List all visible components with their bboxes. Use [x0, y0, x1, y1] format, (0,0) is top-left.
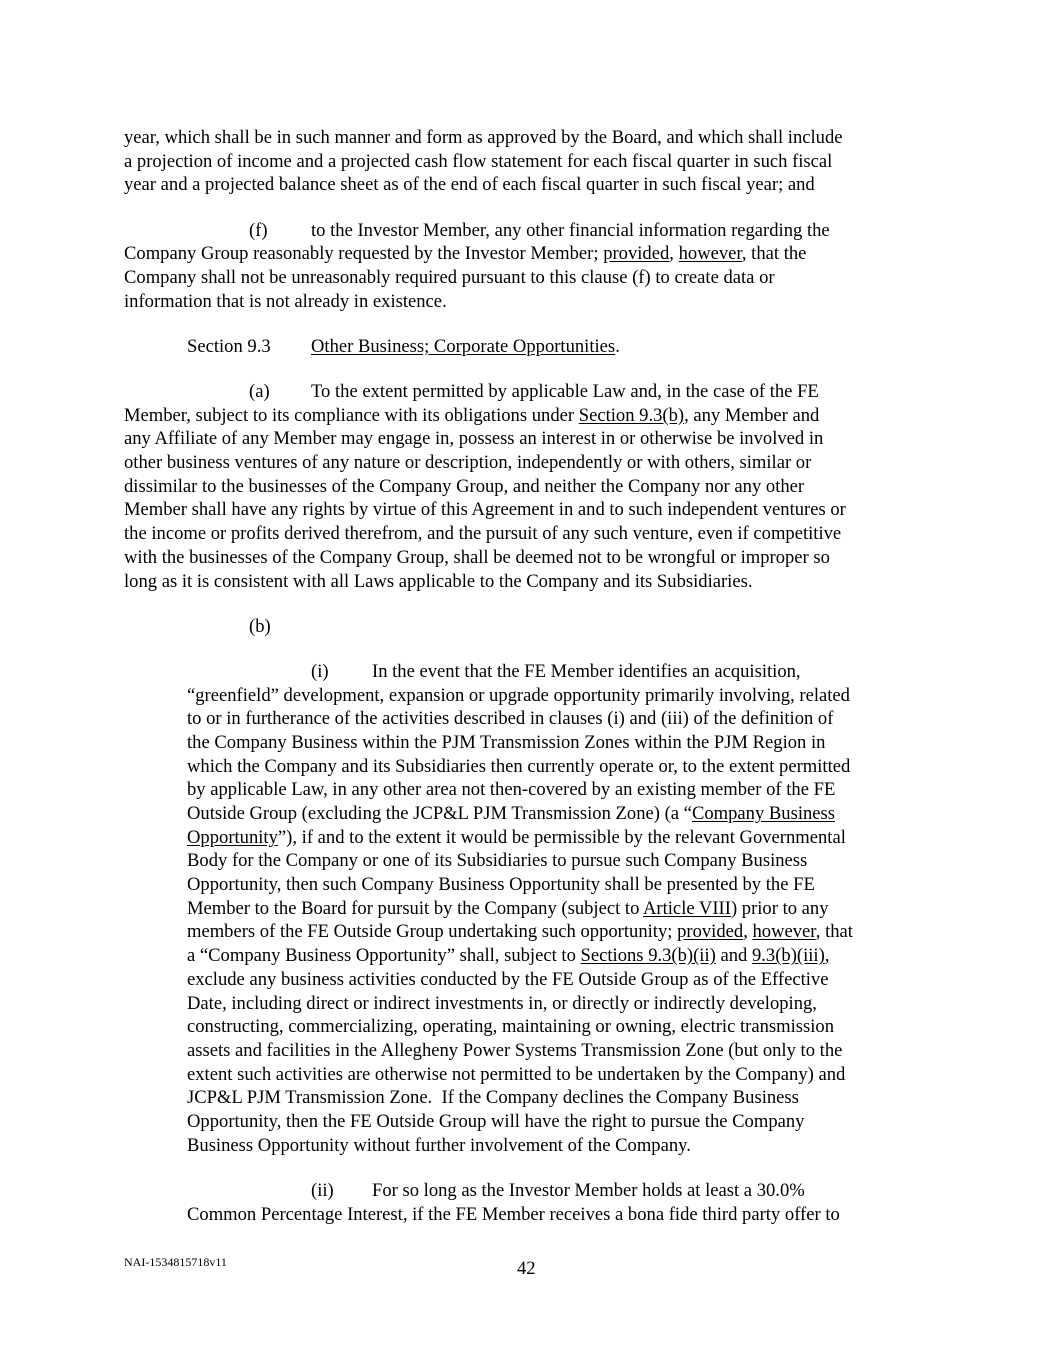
text-run: ,: [669, 243, 679, 265]
text-line: [124, 451, 944, 475]
clause-label: (ii): [311, 1179, 334, 1201]
text-run: Company shall not be unreasonably required pursuant to this clause (f) to create data or: [124, 266, 775, 288]
text-run: Member, subject to its compliance with its obligations under: [124, 404, 579, 426]
underlined-reference: provided: [603, 243, 670, 265]
text-run: and: [715, 945, 752, 967]
paragraph: [124, 615, 944, 639]
underlined-reference: however: [678, 243, 742, 265]
text-run: a “Company Business Opportunity” shall, subject to: [187, 945, 581, 967]
text-run: Body for the Company or one of its Subsidiaries to pursue such Company Business: [187, 850, 808, 872]
text-line: [124, 615, 944, 639]
clause-label: (b): [249, 615, 271, 637]
text-line: [124, 546, 944, 570]
text-line: [124, 335, 944, 359]
text-run: Date, including direct or indirect investments in, or directly or indirectly developing,: [187, 992, 817, 1014]
text-line: [187, 897, 944, 921]
paragraph: [187, 660, 944, 1157]
text-run: .: [615, 335, 620, 357]
text-run: , that: [815, 921, 853, 943]
text-run: year, which shall be in such manner and form as approved by the Board, and which shall include: [124, 127, 843, 148]
text-line: [124, 404, 944, 428]
text-line: [187, 920, 944, 944]
text-run: Common Percentage Interest, if the FE Member receives a bona fide third party offer to: [187, 1203, 840, 1225]
text-run: ,: [743, 921, 753, 943]
clause-label: (a): [249, 381, 270, 402]
clause-label: (f): [249, 219, 268, 241]
text-line: [124, 498, 944, 522]
text-line: [187, 684, 944, 708]
document-body: [124, 126, 944, 1248]
text-run: , any Member and: [684, 404, 820, 426]
underlined-reference: however: [752, 921, 816, 943]
text-run: ,: [824, 945, 830, 967]
underlined-reference: 9.3(b)(iii): [751, 945, 825, 967]
text-line: [187, 731, 944, 755]
underlined-reference: Article VIII: [642, 897, 731, 919]
clause-label: Section 9.3: [187, 335, 271, 357]
text-line: [124, 475, 944, 499]
text-line: [124, 522, 944, 546]
text-run: Business Opportunity without further involvement of the Company.: [187, 1134, 691, 1156]
paragraph: [124, 335, 944, 359]
text-run: other business ventures of any nature or description, independently or with others, similar or: [124, 452, 812, 474]
text-line: [187, 944, 944, 968]
text-line: [187, 1179, 944, 1203]
text-run: Opportunity, then the FE Outside Group will have the right to pursue the Company: [187, 1110, 805, 1132]
underlined-reference: provided: [677, 921, 744, 943]
text-line: [187, 755, 944, 779]
page-number: 42: [517, 1258, 536, 1279]
underlined-reference: Opportunity: [187, 826, 278, 848]
text-line: [187, 778, 944, 802]
text-run: the Company Business within the PJM Transmission Zones within the PJM Region in: [187, 731, 826, 753]
text-run: , that the: [741, 243, 807, 265]
text-line: [187, 968, 944, 992]
text-run: Member to the Board for pursuit by the Company (subject to: [187, 897, 643, 919]
document-id: NAI-1534815718v11: [124, 1255, 227, 1269]
text-run: the income or profits derived therefrom, and the pursuit of any such venture, even if competitive: [124, 523, 842, 545]
text-line: [187, 1110, 944, 1134]
text-line: [187, 1134, 944, 1158]
clause-label: (i): [311, 660, 329, 682]
paragraph: [124, 380, 944, 593]
text-line: [187, 873, 944, 897]
text-line: [124, 173, 944, 197]
text-line: [124, 219, 944, 243]
text-line: [187, 1039, 944, 1063]
text-run: constructing, commercializing, operating, maintaining or owning, electric transmission: [187, 1016, 834, 1038]
underlined-reference: Company Business: [691, 803, 836, 824]
text-line: [124, 427, 944, 451]
text-line: [124, 126, 944, 150]
text-run: exclude any business activities conducted by the FE Outside Group as of the Effective: [187, 968, 829, 990]
text-line: [187, 802, 944, 826]
text-run: information that is not already in existence.: [124, 290, 447, 312]
underlined-reference: Sections 9.3(b)(ii): [580, 945, 716, 967]
text-run: with the businesses of the Company Group, shall be deemed not to be wrongful or improper so: [124, 546, 830, 568]
text-run: Opportunity, then such Company Business Opportunity shall be presented by the FE: [187, 874, 815, 896]
text-run: Outside Group (excluding the JCP&L PJM Transmission Zone) (a “: [187, 803, 692, 824]
text-run: extent such activities are otherwise not permitted to be undertaken by the Company) and: [187, 1063, 846, 1085]
text-run: by applicable Law, in any other area not then-covered by an existing member of the FE: [187, 779, 836, 801]
text-line: [124, 290, 944, 314]
text-line: [187, 707, 944, 731]
text-run: JCP&L PJM Transmission Zone. If the Company declines the Company Business: [187, 1087, 799, 1109]
text-run: which the Company and its Subsidiaries then currently operate or, to the extent permitted: [187, 755, 851, 777]
text-line: [187, 1086, 944, 1110]
paragraph: [124, 126, 944, 197]
text-run: a projection of income and a projected cash flow statement for each fiscal quarter in such fiscal: [124, 150, 833, 172]
text-line: [124, 266, 944, 290]
text-run: to the Investor Member, any other financial information regarding the: [311, 219, 830, 241]
underlined-reference: Other Business; Corporate Opportunities: [311, 335, 616, 357]
text-run: Member shall have any rights by virtue of this Agreement in and to such independent ventures or: [124, 499, 846, 521]
text-line: [187, 1203, 944, 1227]
paragraph: [187, 1179, 944, 1226]
text-line: [124, 570, 944, 594]
text-run: to or in furtherance of the activities described in clauses (i) and (iii) of the definition of: [187, 708, 834, 730]
text-run: members of the FE Outside Group undertaking such opportunity;: [187, 921, 678, 943]
text-run: ”), if and to the extent it would be permissible by the relevant Governmental: [277, 826, 846, 848]
text-line: [187, 992, 944, 1016]
text-run: To the extent permitted by applicable Law and, in the case of the FE: [311, 381, 819, 402]
text-run: dissimilar to the businesses of the Company Group, and neither the Company nor any other: [124, 475, 805, 497]
text-line: [124, 380, 944, 404]
text-run: “greenfield” development, expansion or upgrade opportunity primarily involving, related: [187, 684, 850, 706]
text-line: [187, 660, 944, 684]
text-run: In the event that the FE Member identifies an acquisition,: [372, 660, 801, 682]
text-run: long as it is consistent with all Laws applicable to the Company and its Subsidiaries.: [124, 570, 753, 592]
text-line: [187, 849, 944, 873]
text-line: [124, 242, 944, 266]
underlined-reference: Section 9.3(b): [578, 404, 685, 426]
text-run: year and a projected balance sheet as of the end of each fiscal quarter in such fiscal year; and: [124, 174, 815, 196]
text-run: any Affiliate of any Member may engage in, possess an interest in or otherwise be involved in: [124, 428, 824, 450]
paragraph: [124, 219, 944, 314]
text-line: [124, 150, 944, 174]
text-run: ) prior to any: [730, 897, 829, 919]
text-line: [187, 826, 944, 850]
text-line: [187, 1063, 944, 1087]
text-run: assets and facilities in the Allegheny Power Systems Transmission Zone (but only to the: [187, 1039, 843, 1061]
text-run: Company Group reasonably requested by the Investor Member;: [124, 243, 604, 265]
text-run: For so long as the Investor Member holds at least a 30.0%: [372, 1179, 805, 1201]
text-line: [187, 1015, 944, 1039]
